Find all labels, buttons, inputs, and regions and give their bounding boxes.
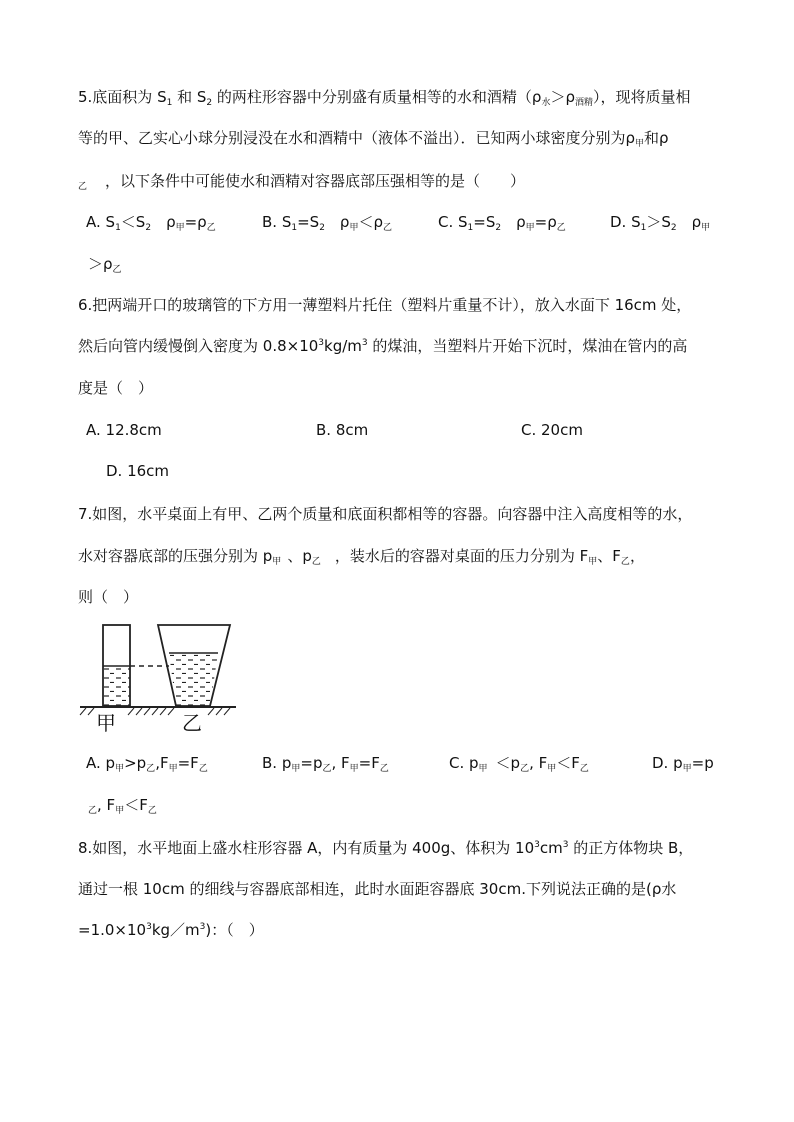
label-jia: 甲 (96, 711, 116, 735)
q5-line-2: 等的甲、乙实心小球分别浸没在水和酒精中（液体不溢出）．已知两小球密度分别为$\rho_甲$和ρ (78, 129, 669, 149)
q5-option-d: D. $S_1>S_2$ $\rho_甲$ (610, 213, 711, 233)
q7-line-1: 7.如图，水平桌面上有甲、乙两个质量和底面积都相等的容器。向容器中注入高度相等的水， (78, 505, 693, 523)
q8-line-1: 8.如图，水平地面上盛水柱形容器 A，内有质量为 400g、体积为 $10^3cm^3$ 的正方体物块 B， (78, 839, 694, 857)
q6-option-b: B. 8cm (316, 421, 369, 439)
q8-line-3: $=1.0\times 10^3kg/m^3$)：（ ） (78, 921, 264, 939)
q5-option-a: A. $S_1<S_2$ $\rho_甲=\rho_乙$ (86, 213, 216, 233)
q6-option-d: D. 16cm (106, 462, 170, 480)
q5-option-b: B. $S_1=S_2$ $\rho_甲<\rho_乙$ (262, 213, 393, 233)
containers-figure (78, 620, 238, 738)
q7-line-3: 则（ ） (78, 588, 139, 606)
q7-option-d: D. $p_甲=p$ (652, 754, 714, 774)
q6-option-a: A. 12.8cm (86, 421, 162, 439)
q7-option-a: A. $p_甲>p_乙,F_甲=F_乙$ (86, 754, 208, 774)
q7-option-c: C. $p_甲 <p_乙$, $F_甲<F_乙$ (449, 754, 589, 774)
q7-option-b: B. $p_甲=p_乙$, $F_甲=F_乙$ (262, 754, 389, 774)
container-jia (103, 625, 130, 706)
q5-line-1: 5.底面积为 $S_1$ 和 $S_2$ 的两柱形容器中分别盛有质量相等的水和酒精$(\rho_水>\rho_{酒精})$，现将质量相 (78, 88, 691, 108)
q6-option-c: C. 20cm (521, 421, 583, 439)
label-yi: 乙 (182, 711, 202, 735)
q7-option-d-cont: $_乙$, $F_甲<F_乙$ (88, 796, 157, 816)
q7-line-2: 水对容器底部的压强分别为 $p_甲$ 、$p_乙$ ，装水后的容器对桌面的压力分别为 $F_甲$、$F_乙$， (78, 547, 645, 567)
q6-line-2: 然后向管内缓慢倒入密度为 $0.8\times 10^3kg/m^3$ 的煤油，当塑料片开始下沉时，煤油在管内的高 (78, 337, 688, 355)
q6-line-3: 度是（ ） (78, 379, 154, 397)
water-yi (169, 653, 218, 706)
q5-line-3: $_乙$ ，以下条件中可能使水和酒精对容器底部压强相等的是（ ） (78, 172, 526, 192)
water-jia (103, 666, 130, 706)
q5-option-c: C. $S_1=S_2$ $\rho_甲=\rho_乙$ (438, 213, 566, 233)
q8-line-2: 通过一根 10cm 的细线与容器底部相连，此时水面距容器底 30cm.下列说法正确的是(ρ水 (78, 880, 677, 898)
q5-option-d-cont: $>\rho_乙$ (88, 255, 122, 275)
q6-line-1: 6.把两端开口的玻璃管的下方用一薄塑料片托住（塑料片重量不计），放入水面下 16cm 处， (78, 296, 692, 314)
